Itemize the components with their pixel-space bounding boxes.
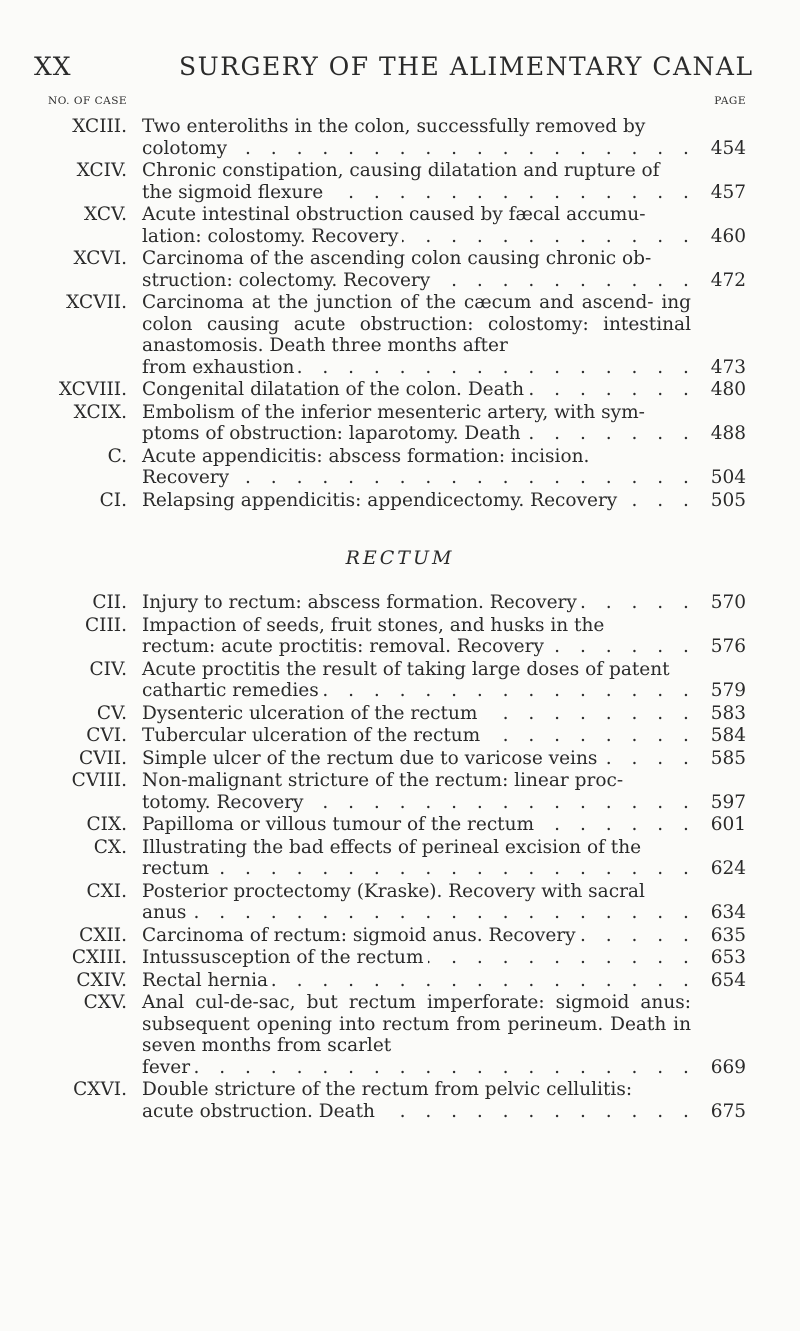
page-number: 579 (710, 680, 746, 701)
case-number: CIV. (89, 658, 127, 680)
case-title-end: Intussusception of the rectum (142, 947, 428, 968)
page-number: 505 (710, 489, 746, 511)
section-title-rectum: RECTUM (345, 547, 455, 569)
case-number: C. (107, 445, 127, 467)
case-title-leader (142, 703, 691, 725)
page-number: 472 (710, 269, 746, 291)
case-title-leader (142, 467, 691, 489)
case-title-leader (142, 748, 691, 770)
case-number: CVI. (86, 725, 127, 746)
case-title-leader (142, 858, 691, 880)
page-number: 635 (710, 924, 746, 946)
page-number: 669 (710, 1056, 746, 1078)
running-title: SURGERY OF THE ALIMENTARY CANAL (179, 52, 754, 81)
case-entry (34, 992, 746, 1078)
case-number: XCV. (83, 204, 127, 225)
case-title-end: Papilloma or villous tumour of the rectum (142, 814, 538, 835)
case-number: XCVII. (66, 292, 127, 313)
case-entry (34, 248, 746, 291)
case-title-leader (142, 138, 691, 160)
page-number: 601 (710, 814, 746, 835)
case-entry (34, 659, 746, 702)
case-entry (34, 970, 746, 992)
page-number: 454 (710, 137, 746, 159)
case-number: CIII. (85, 614, 127, 636)
colon-case-list (34, 116, 746, 512)
page-number: 624 (710, 858, 746, 879)
case-title: Carcinoma of the ascending colon causing chronic ob- (142, 248, 652, 269)
page-number: 597 (710, 791, 746, 813)
case-entry (34, 1079, 746, 1122)
case-number: CII. (92, 592, 127, 613)
case-number: CV. (96, 702, 127, 724)
page-header (34, 52, 766, 86)
case-number: XCVI. (73, 248, 127, 269)
case-entry (34, 292, 746, 378)
case-title: Anal cul-de-sac, but rectum imperforate: sigmoid anus: subsequent opening into rectum from perineum. Death in seven months from scarlet (142, 992, 691, 1056)
case-title-leader (142, 423, 691, 445)
case-entry (34, 615, 746, 658)
case-title-end: ptoms of obstruction: laparotomy. Death (142, 423, 525, 444)
case-title-end: the sigmoid flexure (142, 182, 327, 203)
case-title-leader (142, 814, 691, 836)
case-title: Two enteroliths in the colon, successfully removed by (142, 116, 646, 137)
case-title-end: Relapsing appendicitis: appendicectomy. Recovery (142, 490, 621, 511)
case-title-leader (142, 725, 691, 747)
page-number: 583 (710, 702, 746, 724)
case-title: Acute intestinal obstruction caused by fæcal accumu- (142, 204, 646, 225)
case-title-leader (142, 970, 691, 992)
page-number: 480 (710, 379, 746, 400)
case-title-end: Rectal hernia (142, 970, 272, 991)
case-entry (34, 881, 746, 924)
case-entry (34, 160, 746, 203)
case-entry (34, 490, 746, 512)
case-entry (34, 925, 746, 947)
case-title-leader (142, 925, 691, 947)
case-title-leader (142, 379, 691, 401)
case-number: CI. (99, 489, 127, 511)
case-title: Double stricture of the rectum from pelvic cellulitis: (142, 1079, 633, 1100)
case-title-leader (142, 357, 691, 379)
case-entry (34, 770, 746, 813)
case-title-leader (142, 680, 691, 702)
case-title-leader (142, 490, 691, 512)
case-title-leader (142, 636, 691, 658)
case-title-leader (142, 1101, 691, 1123)
case-entry (34, 446, 746, 489)
page-number: 504 (710, 467, 746, 488)
case-entry (34, 402, 746, 445)
case-number: XCIV. (76, 160, 127, 181)
page-numeral: XX (34, 52, 72, 81)
case-number: CXVI. (73, 1079, 127, 1100)
case-title-end: cathartic remedies (142, 680, 323, 701)
case-entry (34, 204, 746, 247)
case-title: Impaction of seeds, fruit stones, and husks in the (142, 614, 605, 636)
case-title-end: struction: colectomy. Recovery (142, 270, 434, 291)
case-number-heading: NO. OF CASE (48, 95, 128, 107)
page-number: 634 (710, 902, 746, 923)
case-title-leader (142, 1057, 691, 1079)
page-number: 473 (710, 356, 746, 378)
case-title-end: rectum: acute proctitis: removal. Recovery (142, 636, 548, 657)
case-title-leader (142, 902, 691, 924)
case-entry (34, 837, 746, 880)
page-number: 653 (710, 947, 746, 968)
page-number: 460 (710, 225, 746, 247)
case-title-end: Dysenteric ulceration of the rectum (142, 703, 481, 724)
case-title-leader (142, 270, 691, 292)
case-title: Acute proctitis the result of taking large doses of patent (142, 658, 670, 680)
case-entry (34, 814, 746, 836)
case-title-end: Tubercular ulceration of the rectum (142, 725, 484, 746)
case-title: Illustrating the bad effects of perineal excision of the (142, 836, 642, 858)
case-entry (34, 947, 746, 969)
case-number: CXV. (83, 992, 127, 1013)
case-number: CXIII. (71, 947, 127, 968)
page-number: 488 (710, 423, 746, 444)
case-title-leader (142, 226, 691, 248)
rectum-case-list (34, 592, 746, 1123)
case-title: Posterior proctectomy (Kraske). Recovery with sacral (142, 880, 645, 902)
case-number: CX. (93, 836, 127, 858)
case-entry (34, 703, 746, 725)
case-title-leader (142, 182, 691, 204)
case-number: CIX. (86, 814, 127, 835)
page-number: 584 (710, 725, 746, 746)
case-entry (34, 748, 746, 770)
case-entry (34, 592, 746, 614)
case-title-end: Simple ulcer of the rectum due to varicose veins (142, 748, 601, 769)
case-title-end: from exhaustion (142, 357, 298, 378)
case-title-end: fever (142, 1057, 194, 1078)
case-title-end: acute obstruction. Death (142, 1101, 379, 1122)
page-number: 576 (710, 636, 746, 657)
case-number: CVII. (78, 747, 127, 769)
case-title: Carcinoma at the junction of the cæcum and ascend- ing colon causing acute obstruction: colostomy: intestinal anastomosis. Death three months after (142, 292, 691, 356)
case-entry (34, 725, 746, 747)
case-title-leader (142, 592, 691, 614)
case-title: Embolism of the inferior mesenteric artery, with sym- (142, 401, 645, 423)
case-entry (34, 379, 746, 401)
case-title-end: Recovery (142, 467, 233, 488)
case-number: CXIV. (76, 969, 127, 991)
case-title-end: lation: colostomy. Recovery (142, 226, 402, 247)
page-number: 570 (710, 592, 746, 613)
case-number: CXI. (86, 880, 127, 902)
case-number: XCIII. (72, 116, 127, 137)
case-title-end: totomy. Recovery (142, 792, 308, 813)
page-number: 457 (710, 181, 746, 203)
case-number: CVIII. (71, 770, 127, 791)
case-title-end: Injury to rectum: abscess formation. Recovery (142, 592, 581, 613)
page-number: 585 (710, 747, 746, 769)
column-headings (34, 95, 746, 111)
case-title-leader (142, 947, 691, 969)
case-title: Non-malignant stricture of the rectum: linear proc- (142, 770, 624, 791)
case-title-end: Congenital dilatation of the colon. Death (142, 379, 528, 400)
case-number: XCIX. (73, 401, 127, 423)
case-title-end: colotomy (142, 138, 231, 159)
case-title-end: Carcinoma of rectum: sigmoid anus. Recovery (142, 925, 580, 946)
page-number: 675 (710, 1100, 746, 1122)
case-number: XCVIII. (58, 379, 127, 400)
case-title-leader (142, 792, 691, 814)
page-heading: PAGE (714, 95, 746, 107)
case-title-end: rectum (142, 858, 213, 879)
case-entry (34, 116, 746, 159)
case-number: CXII. (79, 924, 127, 946)
case-title: Acute appendicitis: abscess formation: incision. (142, 445, 590, 467)
case-title-end: anus (142, 902, 190, 923)
case-title: Chronic constipation, causing dilatation and rupture of (142, 160, 660, 181)
page-number: 654 (710, 969, 746, 991)
